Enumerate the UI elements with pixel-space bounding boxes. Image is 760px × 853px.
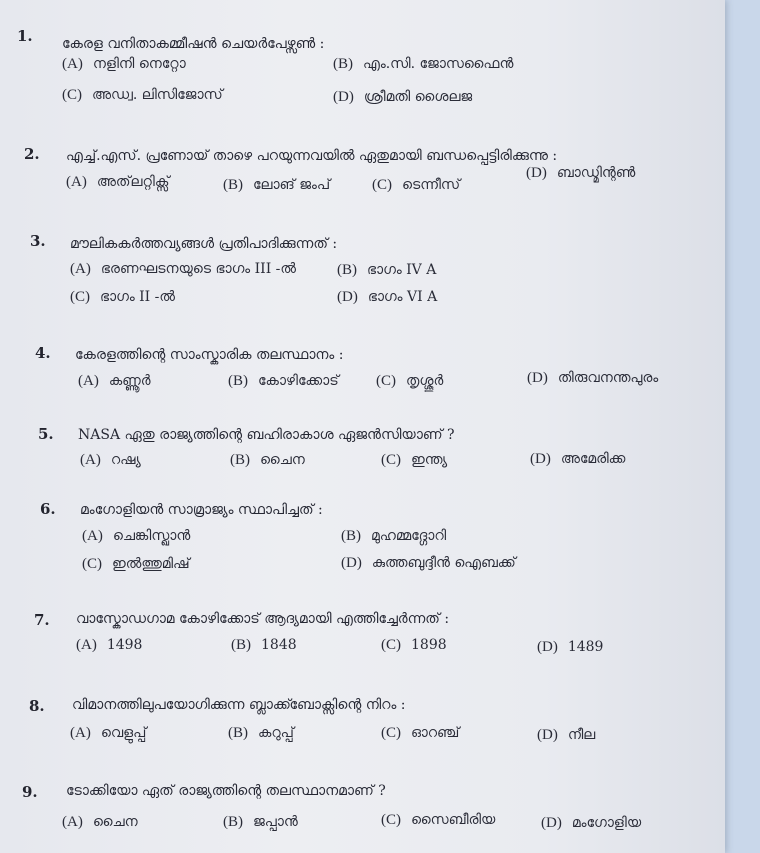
- option-label: (B): [228, 725, 248, 741]
- option-d: [526, 165, 635, 182]
- question-number: 2.: [24, 145, 40, 163]
- option-c: [62, 87, 223, 104]
- option-label: (B): [341, 528, 361, 544]
- option-label: (B): [230, 452, 250, 468]
- option-label: (A): [78, 373, 99, 389]
- option-label: (D): [537, 639, 558, 655]
- question-number: 8.: [29, 697, 45, 715]
- option-text: ശ്രീമതി ശൈലജ: [363, 89, 473, 105]
- option-text: ഇന്ത്യ: [411, 452, 448, 468]
- question-number: 7.: [34, 611, 50, 629]
- option-a: [82, 528, 190, 545]
- option-label: (B): [228, 373, 248, 389]
- option-c: [381, 452, 447, 469]
- option-d: [337, 289, 437, 306]
- option-label: (B): [231, 637, 251, 653]
- option-text: 1498: [106, 637, 143, 653]
- question-text: മൗലികകർത്തവ്യങ്ങൾ പ്രതിപാദിക്കുന്നത് :: [70, 236, 338, 252]
- option-text: ബാഡ്മിന്റൺ: [556, 165, 636, 181]
- option-label: (A): [82, 528, 103, 544]
- option-d: [537, 639, 603, 656]
- question-number: 1.: [17, 27, 33, 45]
- option-text: ഇൽത്തുമിഷ്: [112, 556, 190, 572]
- option-a: [70, 261, 296, 278]
- option-text: ഭാഗം IV A: [367, 262, 437, 278]
- option-label: (C): [381, 812, 401, 828]
- option-c: [381, 725, 459, 742]
- option-text: ചൈന: [92, 814, 138, 830]
- option-text: നളിനി നെറ്റോ: [92, 56, 186, 72]
- option-a: [70, 725, 146, 742]
- option-d: [537, 727, 595, 744]
- option-c: [376, 373, 443, 390]
- question-text: NASA ഏതു രാജ്യത്തിന്റെ ബഹിരാകാശ ഏജൻസിയാണ് ?: [78, 427, 455, 443]
- option-label: (A): [70, 725, 91, 741]
- option-label: (D): [530, 451, 551, 467]
- option-text: നീല: [567, 727, 596, 743]
- option-b: [228, 725, 294, 742]
- option-label: (B): [223, 814, 243, 830]
- option-d: [341, 555, 516, 572]
- option-label: (B): [333, 56, 353, 72]
- question-text: കേരളത്തിന്റെ സാംസ്കാരിക തലസ്ഥാനം :: [75, 347, 344, 363]
- option-label: (C): [70, 289, 90, 305]
- option-a: [66, 174, 169, 191]
- option-text: മംഗോളിയ: [571, 815, 642, 831]
- option-text: ഓറഞ്ച്: [411, 725, 460, 741]
- option-label: (D): [333, 89, 354, 105]
- option-text: കണ്ണൂർ: [108, 373, 151, 389]
- option-b: [341, 528, 446, 545]
- option-text: ഭരണഘടനയുടെ ഭാഗം III -ൽ: [100, 261, 296, 277]
- option-text: അഡ്വ. ലിസിജോസ്: [92, 87, 223, 103]
- option-label: (A): [62, 814, 83, 830]
- option-a: [62, 814, 138, 831]
- question-text: ടോക്കിയോ ഏത് രാജ്യത്തിന്റെ തലസ്ഥാനമാണ് ?: [66, 783, 386, 799]
- option-label: (A): [76, 637, 97, 653]
- option-text: ചെങ്കിസ്ഖാൻ: [112, 528, 191, 544]
- option-c: [70, 289, 175, 306]
- option-d: [530, 451, 625, 468]
- option-label: (D): [541, 815, 562, 831]
- option-text: കോഴിക്കോട്: [258, 373, 339, 389]
- option-label: (C): [82, 556, 102, 572]
- option-label: (C): [376, 373, 396, 389]
- option-b: [230, 452, 305, 469]
- option-label: (D): [341, 555, 362, 571]
- option-b: [223, 814, 298, 831]
- option-label: (A): [70, 261, 91, 277]
- option-text: കറുപ്പ്: [258, 725, 294, 741]
- question-text: വാസ്കോഡഗാമ കോഴിക്കോട് ആദ്യമായി എത്തിച്ചേർന്നത് :: [76, 611, 450, 627]
- option-a: [80, 452, 141, 469]
- question-text: മംഗോളിയൻ സാമ്രാജ്യം സ്ഥാപിച്ചത് :: [80, 502, 323, 518]
- option-label: (A): [62, 56, 83, 72]
- option-d: [333, 89, 472, 106]
- option-text: ലോങ് ജംപ്: [253, 177, 331, 193]
- option-b: [337, 262, 436, 279]
- question-number: 6.: [40, 500, 56, 518]
- option-label: (B): [337, 262, 357, 278]
- option-text: ചൈന: [260, 452, 305, 468]
- option-d: [541, 815, 641, 832]
- option-text: ഭാഗം II -ൽ: [100, 289, 175, 305]
- question-number: 4.: [35, 344, 51, 362]
- question-number: 5.: [38, 425, 54, 443]
- option-label: (B): [223, 177, 243, 193]
- option-text: എം.സി. ജോസഫൈൻ: [363, 56, 514, 72]
- option-text: അത്‌ലറ്റിക്സ്: [96, 174, 170, 190]
- option-text: അമേരിക്ക: [560, 451, 626, 467]
- question-text: എച്ച്.എസ്. പ്രണോയ് താഴെ പറയുന്നവയിൽ ഏതുമായി ബന്ധപ്പെട്ടിരിക്കുന്നു :: [66, 148, 558, 164]
- option-a: [78, 373, 151, 390]
- option-label: (C): [381, 725, 401, 741]
- question-text: കേരള വനിതാകമ്മീഷൻ ചെയർപേഴ്സൺ :: [62, 36, 325, 52]
- option-d: [527, 370, 658, 387]
- option-c: [381, 637, 447, 654]
- option-label: (A): [80, 452, 101, 468]
- option-text: സൈബീരിയ: [411, 812, 496, 828]
- option-label: (D): [527, 370, 548, 386]
- option-label: (D): [537, 727, 558, 743]
- option-b: [228, 373, 339, 390]
- option-a: [76, 637, 142, 654]
- option-text: 1489: [567, 639, 604, 655]
- option-label: (C): [381, 637, 401, 653]
- option-text: തൃശ്ശൂർ: [406, 373, 444, 389]
- option-text: 1898: [411, 637, 447, 653]
- question-text: വിമാനത്തിലുപയോഗിക്കുന്ന ബ്ലാക്ക്ബോക്സിന്റെ നിറം :: [72, 697, 406, 713]
- option-b: [333, 56, 513, 73]
- option-c: [82, 556, 190, 573]
- option-text: കുത്തബുദ്ദീൻ ഐബക്ക്: [371, 555, 516, 571]
- option-c: [381, 812, 495, 829]
- question-number: 3.: [30, 232, 46, 250]
- option-text: റഷ്യ: [110, 452, 141, 468]
- option-c: [372, 177, 460, 194]
- option-label: (D): [337, 289, 358, 305]
- option-text: മുഹമ്മദ്ഗോറി: [371, 528, 447, 544]
- option-b: [231, 637, 297, 654]
- option-text: ജപ്പാൻ: [253, 814, 298, 830]
- question-number: 9.: [22, 783, 38, 801]
- option-label: (A): [66, 174, 87, 190]
- option-text: 1848: [261, 637, 297, 653]
- option-label: (C): [62, 87, 82, 103]
- option-a: [62, 56, 186, 73]
- option-text: ഭാഗം VI A: [367, 289, 438, 305]
- option-text: തിരുവനന്തപുരം: [557, 370, 659, 386]
- option-text: വെളുപ്പ്: [100, 725, 147, 741]
- option-text: ടെന്നീസ്: [402, 177, 461, 193]
- option-b: [223, 177, 330, 194]
- option-label: (C): [381, 452, 401, 468]
- option-label: (C): [372, 177, 392, 193]
- option-label: (D): [526, 165, 547, 181]
